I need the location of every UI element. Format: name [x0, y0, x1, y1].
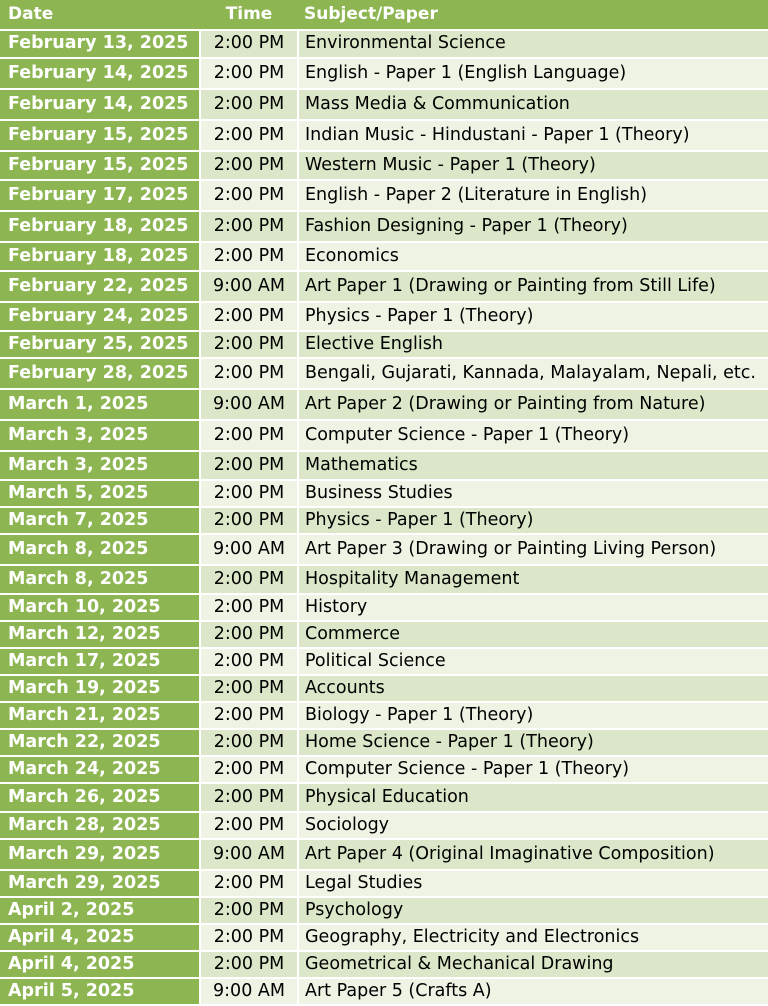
row-subject: Legal Studies	[298, 870, 768, 897]
row-subject: Fashion Designing - Paper 1 (Theory)	[298, 211, 768, 242]
row-date: March 12, 2025	[0, 621, 200, 648]
table-row	[0, 951, 768, 978]
row-subject: Art Paper 2 (Drawing or Painting from Nature)	[298, 389, 768, 420]
row-subject: English - Paper 1 (English Language)	[298, 58, 768, 89]
table-row	[0, 870, 768, 897]
row-time: 2:00 PM	[200, 756, 298, 783]
row-subject: Business Studies	[298, 480, 768, 507]
row-subject: Biology - Paper 1 (Theory)	[298, 702, 768, 729]
row-date: February 22, 2025	[0, 271, 200, 302]
table-row	[0, 451, 768, 480]
row-date: March 29, 2025	[0, 839, 200, 870]
row-date: April 5, 2025	[0, 978, 200, 1005]
row-subject: Computer Science - Paper 1 (Theory)	[298, 756, 768, 783]
row-subject: Art Paper 3 (Drawing or Painting Living Person)	[298, 534, 768, 565]
row-time: 2:00 PM	[200, 331, 298, 358]
table-row	[0, 648, 768, 675]
row-date: February 25, 2025	[0, 331, 200, 358]
table-row	[0, 480, 768, 507]
row-time: 2:00 PM	[200, 480, 298, 507]
table-row	[0, 89, 768, 120]
row-time: 2:00 PM	[200, 89, 298, 120]
row-date: March 21, 2025	[0, 702, 200, 729]
row-time: 2:00 PM	[200, 420, 298, 451]
row-time: 2:00 PM	[200, 812, 298, 839]
row-date: April 4, 2025	[0, 951, 200, 978]
table-row	[0, 812, 768, 839]
row-subject: Western Music - Paper 1 (Theory)	[298, 151, 768, 180]
row-subject: Art Paper 5 (Crafts A)	[298, 978, 768, 1005]
row-date: March 19, 2025	[0, 675, 200, 702]
row-date: March 3, 2025	[0, 451, 200, 480]
row-time: 2:00 PM	[200, 451, 298, 480]
row-subject: Economics	[298, 242, 768, 271]
row-date: April 2, 2025	[0, 897, 200, 924]
row-time: 2:00 PM	[200, 242, 298, 271]
row-subject: Political Science	[298, 648, 768, 675]
row-time: 2:00 PM	[200, 211, 298, 242]
header-subject: Subject/Paper	[298, 0, 768, 30]
table-row	[0, 729, 768, 756]
table-row	[0, 358, 768, 389]
row-date: February 15, 2025	[0, 151, 200, 180]
row-time: 2:00 PM	[200, 180, 298, 211]
row-subject: Geography, Electricity and Electronics	[298, 924, 768, 951]
table-row	[0, 978, 768, 1005]
row-time: 2:00 PM	[200, 302, 298, 331]
row-date: March 7, 2025	[0, 507, 200, 534]
row-time: 2:00 PM	[200, 729, 298, 756]
table-header-row	[0, 0, 768, 30]
row-date: February 28, 2025	[0, 358, 200, 389]
row-date: April 4, 2025	[0, 924, 200, 951]
row-time: 9:00 AM	[200, 978, 298, 1005]
row-subject: English - Paper 2 (Literature in English)	[298, 180, 768, 211]
header-date: Date	[0, 0, 200, 30]
row-subject: History	[298, 594, 768, 621]
row-time: 9:00 AM	[200, 271, 298, 302]
row-date: March 8, 2025	[0, 565, 200, 594]
row-time: 2:00 PM	[200, 621, 298, 648]
row-time: 9:00 AM	[200, 839, 298, 870]
row-subject: Computer Science - Paper 1 (Theory)	[298, 420, 768, 451]
table-row	[0, 389, 768, 420]
table-row	[0, 839, 768, 870]
table-row	[0, 331, 768, 358]
row-time: 2:00 PM	[200, 30, 298, 58]
table-row	[0, 702, 768, 729]
table-row	[0, 58, 768, 89]
row-date: February 14, 2025	[0, 58, 200, 89]
table-row	[0, 621, 768, 648]
row-time: 2:00 PM	[200, 783, 298, 812]
row-time: 2:00 PM	[200, 870, 298, 897]
row-date: March 3, 2025	[0, 420, 200, 451]
row-date: March 28, 2025	[0, 812, 200, 839]
row-subject: Physical Education	[298, 783, 768, 812]
table-body	[0, 30, 768, 1005]
row-subject: Psychology	[298, 897, 768, 924]
table-row	[0, 180, 768, 211]
row-subject: Physics - Paper 1 (Theory)	[298, 302, 768, 331]
table-row	[0, 675, 768, 702]
table-row	[0, 565, 768, 594]
row-time: 2:00 PM	[200, 675, 298, 702]
table-row	[0, 302, 768, 331]
table-row	[0, 534, 768, 565]
row-subject: Mass Media & Communication	[298, 89, 768, 120]
row-subject: Elective English	[298, 331, 768, 358]
row-time: 2:00 PM	[200, 951, 298, 978]
row-date: March 1, 2025	[0, 389, 200, 420]
row-date: February 18, 2025	[0, 242, 200, 271]
row-subject: Commerce	[298, 621, 768, 648]
row-time: 2:00 PM	[200, 507, 298, 534]
row-date: February 17, 2025	[0, 180, 200, 211]
row-subject: Physics - Paper 1 (Theory)	[298, 507, 768, 534]
table-row	[0, 924, 768, 951]
row-date: March 24, 2025	[0, 756, 200, 783]
row-time: 2:00 PM	[200, 924, 298, 951]
table-row	[0, 594, 768, 621]
row-subject: Geometrical & Mechanical Drawing	[298, 951, 768, 978]
table-row	[0, 420, 768, 451]
row-date: March 17, 2025	[0, 648, 200, 675]
row-time: 2:00 PM	[200, 151, 298, 180]
table-row	[0, 897, 768, 924]
row-subject: Art Paper 1 (Drawing or Painting from Still Life)	[298, 271, 768, 302]
row-subject: Indian Music - Hindustani - Paper 1 (Theory)	[298, 120, 768, 151]
row-subject: Mathematics	[298, 451, 768, 480]
table-row	[0, 271, 768, 302]
row-subject: Accounts	[298, 675, 768, 702]
row-subject: Bengali, Gujarati, Kannada, Malayalam, Nepali, etc.	[298, 358, 768, 389]
row-time: 2:00 PM	[200, 120, 298, 151]
row-subject: Environmental Science	[298, 30, 768, 58]
table-row	[0, 756, 768, 783]
row-subject: Home Science - Paper 1 (Theory)	[298, 729, 768, 756]
row-subject: Hospitality Management	[298, 565, 768, 594]
table-row	[0, 242, 768, 271]
table-row	[0, 783, 768, 812]
row-time: 9:00 AM	[200, 389, 298, 420]
row-date: February 18, 2025	[0, 211, 200, 242]
table-row	[0, 211, 768, 242]
row-date: February 15, 2025	[0, 120, 200, 151]
table-row	[0, 151, 768, 180]
row-time: 2:00 PM	[200, 565, 298, 594]
row-subject: Sociology	[298, 812, 768, 839]
row-date: February 14, 2025	[0, 89, 200, 120]
row-time: 9:00 AM	[200, 534, 298, 565]
row-time: 2:00 PM	[200, 648, 298, 675]
table-row	[0, 30, 768, 58]
row-date: February 24, 2025	[0, 302, 200, 331]
row-time: 2:00 PM	[200, 358, 298, 389]
row-date: March 22, 2025	[0, 729, 200, 756]
row-time: 2:00 PM	[200, 594, 298, 621]
row-time: 2:00 PM	[200, 897, 298, 924]
row-date: March 10, 2025	[0, 594, 200, 621]
table-row	[0, 507, 768, 534]
row-date: March 29, 2025	[0, 870, 200, 897]
row-subject: Art Paper 4 (Original Imaginative Composition)	[298, 839, 768, 870]
row-time: 2:00 PM	[200, 702, 298, 729]
header-time: Time	[200, 0, 298, 30]
row-date: March 26, 2025	[0, 783, 200, 812]
row-date: March 5, 2025	[0, 480, 200, 507]
row-date: February 13, 2025	[0, 30, 200, 58]
row-date: March 8, 2025	[0, 534, 200, 565]
table-row	[0, 120, 768, 151]
row-time: 2:00 PM	[200, 58, 298, 89]
